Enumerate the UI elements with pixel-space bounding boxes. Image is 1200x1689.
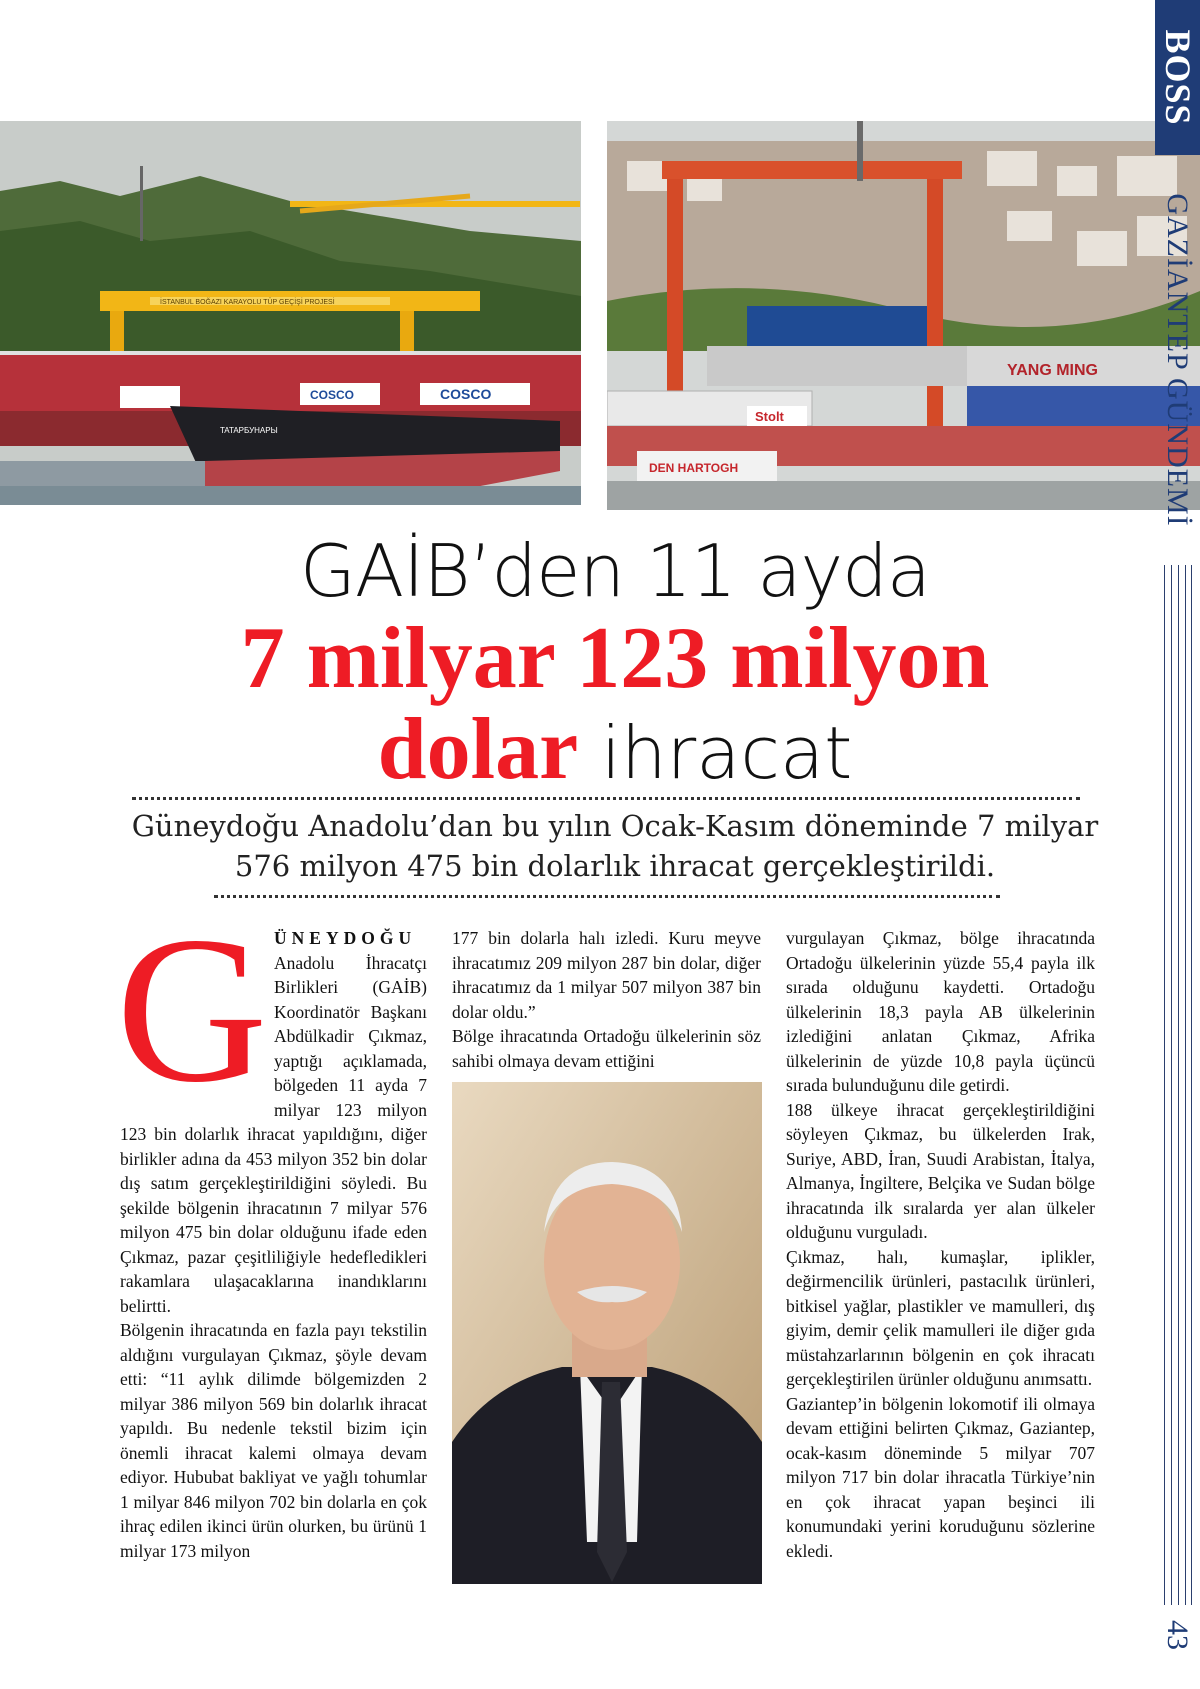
headline-line-3-black: ihracat bbox=[578, 711, 853, 795]
headline-line-3 bbox=[100, 701, 1130, 820]
portrait-photo-icon bbox=[452, 1082, 762, 1584]
paragraph: 188 ülkeye ihracat gerçekleştirildiğini söyleyen Çıkmaz, bu ülkelerden Irak, Suriye, ABD, İran, Suudi Arabistan, İtalya, Almanya, İngiltere, Belçika ve Sudan bölge ihracatında ilk sıralarda yer alan ülkeler olduğunu vurguladı. bbox=[786, 1099, 1095, 1242]
paragraph: vurgulayan Çıkmaz, bölge ihracatında Ortadoğu ülkelerinin yüzde 55,4 payla ilk sırada olduğunu kaydetti. Ortadoğu ülkelerinin 18,3 payla AB ülkelerinin izlediğini anlatan Çıkmaz, Afrika ülkelerinin de yüzde 10,8 payla üçüncü sırada bulunduğunu dile getirdi. bbox=[786, 928, 1095, 1095]
dotted-divider-top bbox=[132, 797, 1080, 800]
side-rules bbox=[1164, 565, 1192, 1605]
article-column-2 bbox=[452, 926, 761, 1073]
brand-box bbox=[1155, 0, 1200, 155]
drop-cap: G bbox=[116, 894, 268, 1126]
lead-caps: ÜNEYDOĞU bbox=[274, 928, 417, 948]
port-photo-left bbox=[0, 121, 581, 505]
magazine-brand: BOSS bbox=[1158, 29, 1198, 126]
paragraph: Bölge ihracatında Ortadoğu ülkelerinin söz sahibi olmaya devam ettiğini bbox=[452, 1026, 761, 1071]
subtitle: Güneydoğu Anadolu’dan bu yılın Ocak-Kasım döneminde 7 milyar 576 milyon 475 bin dolarlık ihracat gerçekleştirildi. bbox=[131, 809, 1099, 883]
page-number bbox=[1155, 1605, 1200, 1665]
svg-text:İSTANBUL BOĞAZI KARAYOLU TÜP G: İSTANBUL BOĞAZI KARAYOLU TÜP GEÇİŞİ PROJESİ bbox=[160, 299, 335, 306]
paragraph-text: Anadolu İhracatçı Birlikleri (GAİB) Koordinatör Başkanı Abdülkadir Çıkmaz, yaptığı açıklamada, bölgeden 11 ayda 7 milyar 123 milyon 123 bin dolarlık ihracat yapıldığını, diğer birlikler adına da 453 milyon 352 bin dolar dış satım gerçekleştirildiğini söyledi. Bu şekilde bölgenin ihracatının 7 milyar 576 milyon 475 bin dolar olduğunu ifade eden Çıkmaz, pazar çeşitliliğiyle hedefledikleri rakamlara ulaşacaklarına inandıklarını belirtti. bbox=[120, 952, 427, 1316]
paragraph: Bölgenin ihracatında en fazla payı tekstilin aldığını vurgulayan Çıkmaz, şöyle devam etti: “11 aylık dilimde bölgemizden 2 milyar 386 milyon 569 bin dolarlık ihracat yapıldı. Bu nedenle tekstil bizim için önemli ihracat kalemi olmaya devam ediyor. Hububat bakliyat ve yağlı tohumlar 1 milyar 846 milyon 702 bin dolarla en çok ihraç edilen ikinci ürün olurken, bu ürünü 1 milyar 173 milyon bbox=[120, 1320, 427, 1561]
port-containers-ship-icon bbox=[0, 121, 581, 505]
svg-text:Stolt: Stolt bbox=[755, 409, 784, 424]
container-crane-icon bbox=[607, 121, 1200, 510]
article-column-3 bbox=[786, 926, 1095, 1563]
headline-line-3-red: dolar bbox=[377, 701, 579, 798]
svg-text:COSCO: COSCO bbox=[440, 386, 492, 402]
headline-line-2: 7 milyar 123 milyon bbox=[240, 610, 990, 707]
portrait-photo bbox=[452, 1082, 762, 1584]
svg-text:TATAPБУНАРЫ: TATAPБУНАРЫ bbox=[220, 426, 278, 435]
port-photo-right bbox=[607, 121, 1200, 510]
svg-text:DEN HARTOGH: DEN HARTOGH bbox=[649, 461, 739, 475]
headline bbox=[100, 528, 1130, 820]
section-title: GAZİANTEP GÜNDEMİ bbox=[1161, 193, 1194, 527]
sidebar bbox=[1155, 0, 1200, 1689]
page-number-text: 43 bbox=[1161, 1620, 1194, 1650]
dotted-divider-bottom bbox=[214, 895, 1000, 898]
headline-line-1: GAİB’den 11 ayda bbox=[300, 529, 930, 613]
article-column-1 bbox=[116, 894, 427, 1563]
paragraph: Gaziantep’in bölgenin lokomotif ili olmaya devam ettiğini belirten Çıkmaz, Gaziantep, ocak-kasım döneminde 5 milyar 707 milyon 717 bin dolar ihracatla Türkiye’nin en çok ihracat yapan beşinci ili konumundaki yerini koruduğunu sözlerine ekledi. bbox=[786, 1393, 1095, 1561]
paragraph: 177 bin dolarla halı izledi. Kuru meyve ihracatımız 209 milyon 287 bin dolar, diğer ihracatımız da 1 milyar 507 milyon 387 bin dolar oldu.” bbox=[452, 928, 761, 1022]
svg-text:COSCO: COSCO bbox=[310, 388, 355, 402]
paragraph: Çıkmaz, halı, kumaşlar, iplikler, değirmencilik ürünleri, pastacılık ürünleri, bitkisel yağlar, plastikler ve mamulleri, dış giyim, demir çelik mamulleri ile diğer gıda müstahzarlarının bölgenin en çok ihracatı gerçekleştirilen ürünler olduğunu anımsattı. bbox=[786, 1246, 1095, 1389]
svg-text:YANG MING: YANG MING bbox=[1007, 362, 1098, 379]
